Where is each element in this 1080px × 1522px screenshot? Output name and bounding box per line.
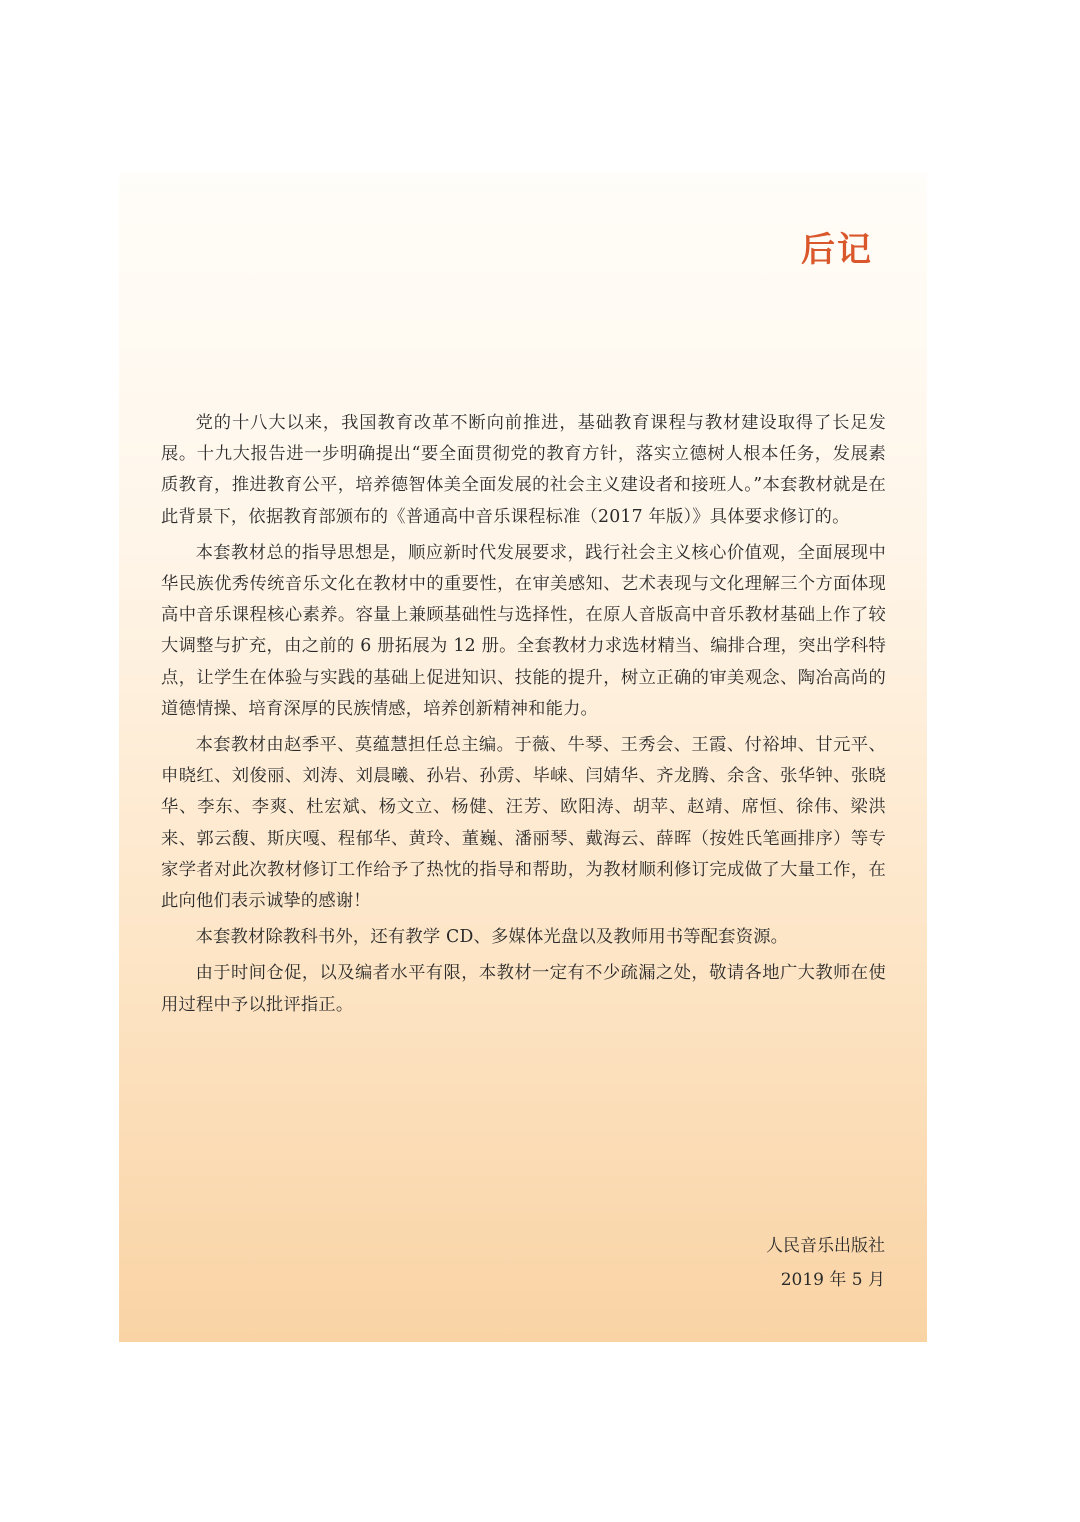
- paragraph-4: 本套教材除教科书外，还有教学 CD、多媒体光盘以及教师用书等配套资源。: [195, 927, 789, 948]
- paragraph-3: 本套教材由赵季平、莫蕴慧担任总主编。于薇、牛琴、王秀会、王霞、付裕坤、甘元平、申晓红、刘俊丽、刘涛、刘晨曦、孙岩、孙雳、毕崃、闫婧华、齐龙腾、余含、张华钟、张晓华、李东、李爽、杜宏斌、杨文立、杨健、汪芳、欧阳涛、胡苹、赵靖、席恒、徐伟、梁洪来、郭云馥、斯庆嘎、程郁华、黄玲、董巍、潘丽琴、戴海云、薛晖（按姓氏笔画排序）等专家学者对此次教材修订工作给予了热忱的指导和帮助，为教材顺利修订完成做了大量工作，在此向他们表示诚挚的感谢！: [161, 735, 886, 912]
- page-title: 后记: [801, 230, 873, 270]
- paragraph-5: 由于时间仓促，以及编者水平有限，本教材一定有不少疏漏之处，敬请各地广大教师在使用过程中予以批评指正。: [161, 963, 886, 1015]
- publisher-name: 人民音乐出版社: [766, 1236, 885, 1256]
- signature-block: [766, 1230, 885, 1298]
- afterword-body: [161, 408, 886, 1026]
- publish-date: 2019 年 5 月: [780, 1270, 885, 1290]
- paragraph-1: 党的十八大以来，我国教育改革不断向前推进，基础教育课程与教材建设取得了长足发展。十九大报告进一步明确提出“要全面贯彻党的教育方针，落实立德树人根本任务，发展素质教育，推进教育公平，培养德智体美全面发展的社会主义建设者和接班人。”本套教材就是在此背景下，依据教育部颁布的《普通高中音乐课程标准（2017 年版）》具体要求修订的。: [161, 413, 886, 527]
- afterword-page: [119, 172, 927, 1342]
- paragraph-2: 本套教材总的指导思想是，顺应新时代发展要求，践行社会主义核心价值观，全面展现中华民族优秀传统音乐文化在教材中的重要性，在审美感知、艺术表现与文化理解三个方面体现高中音乐课程核心素养。容量上兼顾基础性与选择性，在原人音版高中音乐教材基础上作了较大调整与扩充，由之前的 6 册拓展为 12 册。全套教材力求选材精当、编排合理，突出学科特点，让学生在体验与实践的基础上促进知识、技能的提升，树立正确的审美观念、陶冶高尚的道德情操、培育深厚的民族情感，培养创新精神和能力。: [161, 542, 886, 719]
